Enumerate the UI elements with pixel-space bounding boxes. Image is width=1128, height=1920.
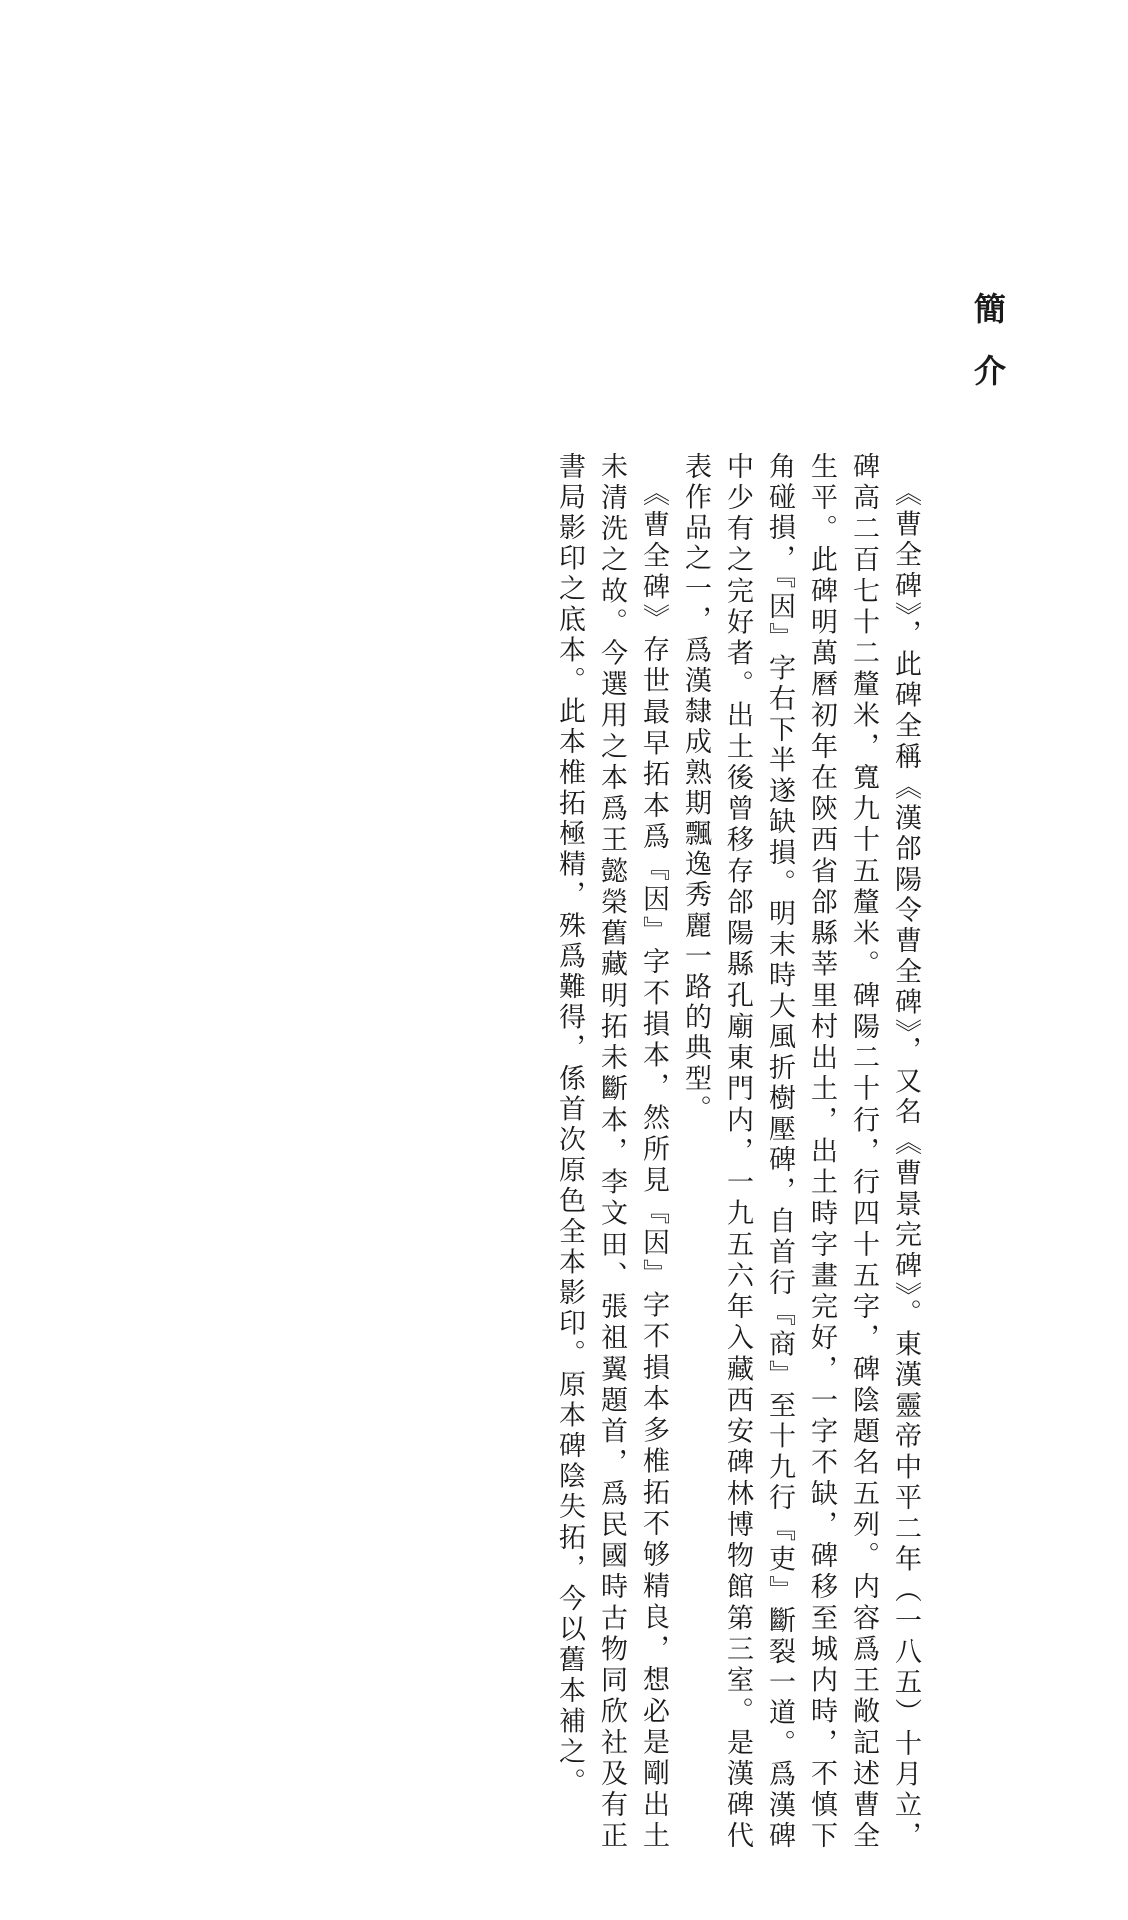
introduction-body	[554, 452, 926, 1852]
page-title: 簡介	[969, 292, 1007, 416]
paragraph-2: 《曹全碑》存世最早拓本爲『因』字不損本，然所見『因』字不損本多椎拓不够精良，想必是剛出土未清洗之故。今選用之本爲王懿榮舊藏明拓未斷本，李文田、張祖翼題首，爲民國時古物同欣社及有正書局影印之底本。此本椎拓極精，殊爲難得，係首次原色全本影印。原本碑陰失拓，今以舊本補之。	[554, 452, 669, 1852]
paragraph-1: 《曹全碑》，此碑全稱《漢郃陽令曹全碑》，又名《曹景完碑》。東漢靈帝中平二年（一八五）十月立，碑高二百七十二釐米，寬九十五釐米。碑陽二十行，行四十五字，碑陰題名五列。内容爲王敞記述曹全生平。此碑明萬曆初年在陝西省郃縣莘里村出土，出土時字畫完好，一字不缺，碑移至城内時，不慎下角碰損，『因』字右下半遂缺損。明末時大風折樹壓碑，自首行『商』至十九行『吏』斷裂一道。爲漢碑中少有之完好者。出土後曾移存郃陽縣孔廟東門内，一九五六年入藏西安碑林博物館第三室。是漢碑代表作品之一，爲漢隸成熟期飄逸秀麗一路的典型。	[680, 452, 921, 1852]
